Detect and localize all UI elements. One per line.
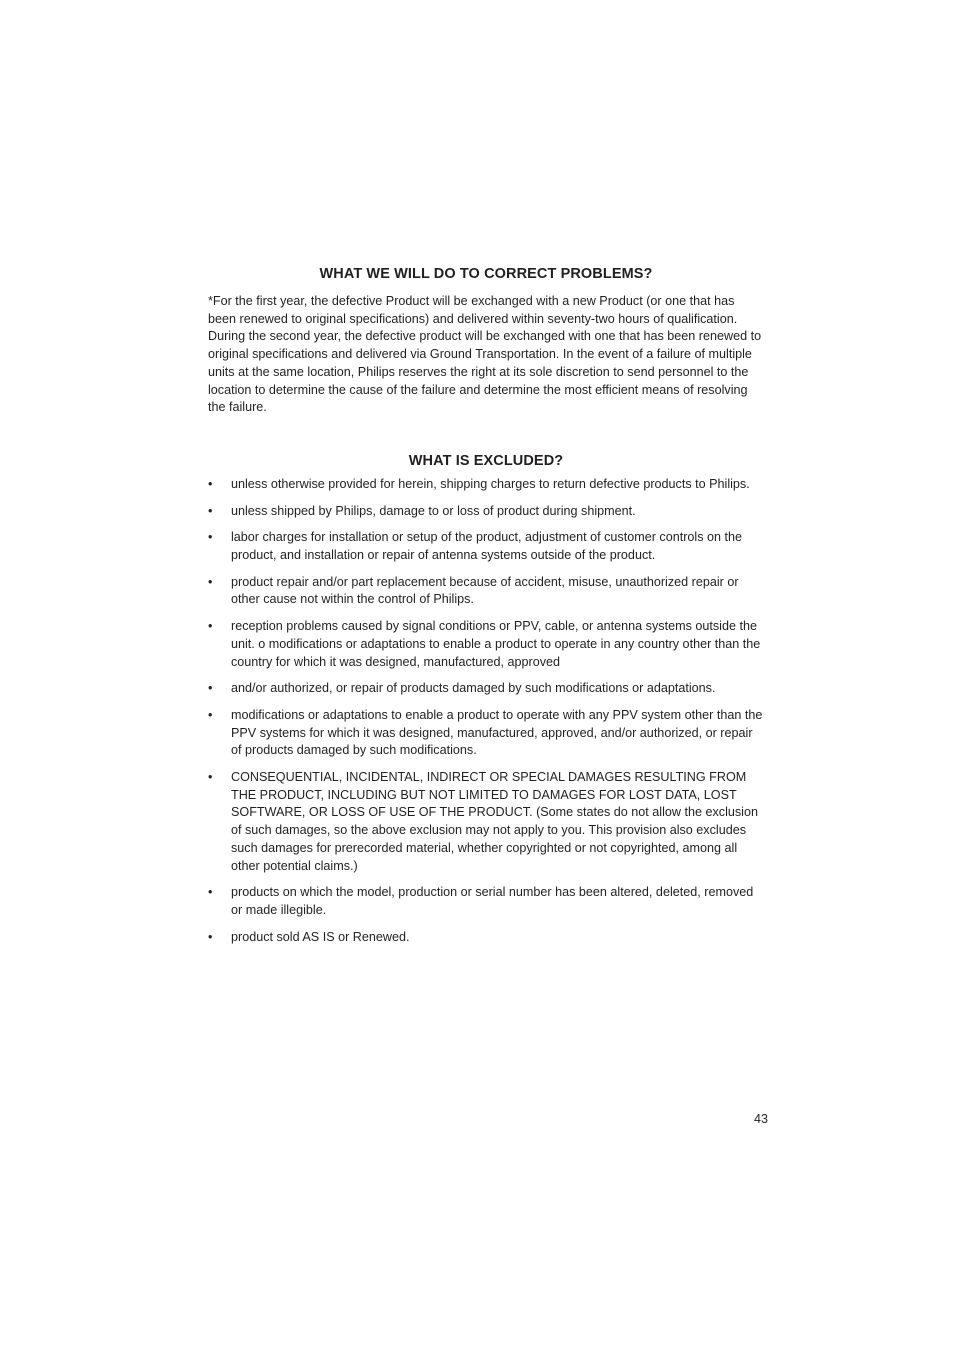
- list-item: [208, 574, 764, 609]
- section-heading-excluded: WHAT IS EXCLUDED?: [408, 452, 564, 469]
- list-item-text: products on which the model, production or serial number has been altered, deleted, removed or made illegible.: [231, 885, 754, 917]
- list-item-text: unless shipped by Philips, damage to or loss of product during shipment.: [231, 503, 636, 518]
- bullet-icon: •: [208, 770, 213, 785]
- list-item: [208, 680, 764, 698]
- list-item-text: modifications or adaptations to enable a product to operate with any PPV system other than the PPV systems for which it was designed, manufactured, approved, and/or authorized, or repair of products damaged by such modifications.: [231, 707, 763, 758]
- list-item-text: and/or authorized, or repair of products damaged by such modifications or adaptations.: [231, 681, 716, 696]
- list-item-text: reception problems caused by signal conditions or PPV, cable, or antenna systems outside the unit. o modifications or adaptations to enable a product to operate in any country other than the country for which it was designed, manufactured, approved: [231, 619, 761, 669]
- bullet-icon: •: [208, 574, 213, 589]
- bullet-icon: •: [208, 476, 213, 491]
- page-content: [208, 266, 764, 955]
- bullet-icon: •: [208, 619, 213, 634]
- list-item: [208, 529, 764, 564]
- bullet-icon: •: [208, 503, 213, 518]
- list-item-text: labor charges for installation or setup of the product, adjustment of customer controls on the product, and installation or repair of antenna systems outside of the product.: [231, 530, 743, 563]
- list-item-text: product sold AS IS or Renewed.: [231, 929, 410, 944]
- bullet-icon: •: [208, 929, 213, 944]
- bullet-icon: •: [208, 707, 213, 722]
- list-item: [208, 929, 764, 947]
- list-item: [208, 884, 764, 919]
- list-item: [208, 618, 764, 671]
- section-paragraph-correct-problems: *For the first year, the defective Product will be exchanged with a new Product (or one that has been renewed to original specifications) and delivered within seventy-two hours of qualification. During the second year, the defective product will be exchanged with one that has been renewed to original specifications and delivered via Ground Transportation. In the event of a failure of multiple units at the same location, Philips reserves the right at its sole discretion to send personnel to the location to determine the cause of the failure and determine the most efficient means of resolving the failure.: [208, 294, 762, 415]
- list-item: [208, 476, 764, 494]
- bullet-icon: •: [208, 530, 213, 545]
- list-item-text: CONSEQUENTIAL, INCIDENTAL, INDIRECT OR SPECIAL DAMAGES RESULTING FROM THE PRODUCT, INCLUDING BUT NOT LIMITED TO DAMAGES FOR LOST DATA, LOST SOFTWARE, OR LOSS OF USE OF THE PRODUCT. (Some states do not allow the exclusion of such damages, so the above exclusion may not apply to you. This provision also excludes such damages for prerecorded material, whether copyrighted or not copyrighted, among all other potential claims.): [231, 770, 758, 873]
- list-item: [208, 503, 764, 521]
- list-item: [208, 769, 764, 875]
- list-item: [208, 707, 764, 760]
- bullet-icon: •: [208, 885, 213, 900]
- list-item-text: product repair and/or part replacement because of accident, misuse, unauthorized repair or other cause not within the control of Philips.: [231, 574, 739, 607]
- page-number: 43: [754, 1112, 769, 1126]
- section-heading-correct-problems: WHAT WE WILL DO TO CORRECT PROBLEMS?: [319, 266, 653, 282]
- bullet-icon: •: [208, 681, 213, 696]
- excluded-list: [208, 476, 764, 946]
- list-item-text: unless otherwise provided for herein, shipping charges to return defective products to Philips.: [231, 476, 750, 491]
